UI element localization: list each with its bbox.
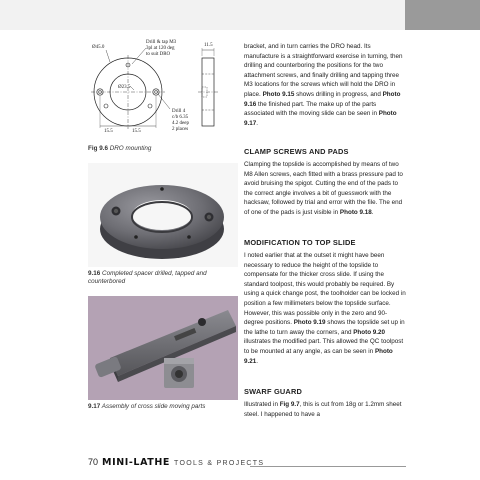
caption-number: Fig 9.6 xyxy=(88,145,108,152)
photo-ref: Photo 9.15 xyxy=(262,90,295,98)
photo-ref: Photo 9.21 xyxy=(244,347,393,365)
caption-text: Assembly of cross slide moving parts xyxy=(100,403,206,410)
photo-9-16 xyxy=(88,163,238,267)
caption-text: Completed spacer drilled, tapped and counterbored xyxy=(88,270,207,285)
section-heading-clamp: CLAMP SCREWS AND PADS xyxy=(244,147,349,156)
photo-9-16-caption xyxy=(88,270,238,286)
photo-ref: Photo 9.18 xyxy=(339,208,372,216)
drill4-note-line-2: c/b 6.35 xyxy=(172,115,189,120)
drill4-note-line-4: 2 places xyxy=(172,127,189,132)
dim-outer-diameter: Ø45.0 xyxy=(92,45,105,50)
body-paragraph-2: Clamping the topslide is accomplished by means of two M8 Allen screws, each fitted with a brass pressure pad to avoid bruising the spigot. Cutting the end of the pads to the correct angle involves a bit of guesswork with the hacksaw, followed by trial and error with the file. The end of one of the pads is just visible in Photo 9.18. xyxy=(244,161,403,216)
dim-left: 15.5 xyxy=(104,129,113,134)
fig-9-6-caption xyxy=(88,145,151,153)
drill4-note-line-1: Drill 4 xyxy=(172,109,186,114)
photo-9-17 xyxy=(88,296,238,400)
photo-ref: Photo 9.20 xyxy=(353,328,386,336)
section-heading-topslide: MODIFICATION TO TOP SLIDE xyxy=(244,238,356,247)
dim-right: 15.5 xyxy=(132,129,141,134)
drill-tap-note-line-2: 3pl at 120 deg xyxy=(146,46,175,51)
caption-number: 9.17 xyxy=(88,403,101,410)
fig-ref: Fig 9.7 xyxy=(279,401,300,408)
page-number: 70 xyxy=(88,457,99,467)
photo-ref: Photo 9.19 xyxy=(293,319,326,327)
caption-text: DRO mounting xyxy=(107,145,152,152)
fig-9-6-drawing xyxy=(88,34,238,140)
page-top-tab xyxy=(405,0,480,30)
page-footer xyxy=(88,457,264,469)
running-title-bold: MINI-LATHE xyxy=(102,457,171,468)
footer-rule xyxy=(250,466,406,467)
photo-9-17-caption xyxy=(88,403,238,411)
body-paragraph-4: Illustrated in Fig 9.7, this is cut from 18g or 1.2mm sheet steel. I happened to have a xyxy=(244,401,402,418)
dim-thickness: 11.5 xyxy=(204,43,213,48)
drill-tap-note-line-1: Drill & tap M3 xyxy=(146,40,177,45)
body-paragraph-1: bracket, and in turn carries the DRO head. Its manufacture is a straightforward exercise in turning, then drilling and counterboring the positions for the two attachment screws, and finally drilling and tapping three M3 locations for the screws which will hold the DRO in place. Photo 9.15 shows drilling in progress, and Photo 9.16 the finished part. The make up of the parts associated with the moving slide can be seen in Photo 9.17. xyxy=(244,43,403,127)
body-paragraph-3: I noted earlier that at the outset it might have been necessary to reduce the height of the topslide to compensate for the thicker cross slide. If using the standard toolpost, this would probably be required. By using a quick change post, the toolholder can be locked in position a few millimeters below the topslide surface. However, this was possible only in the zero and 90-degree positions. Photo 9.19 shows the topslide set up in the lathe to turn away the corners, and Photo 9.20 illustrates the modified part. This allowed the QC toolpost to be mounted at any angle, as can be seen in Photo 9.21. xyxy=(244,252,406,365)
running-title-subtitle: TOOLS & PROJECTS xyxy=(174,460,265,467)
dim-inner-diameter: Ø23.5 xyxy=(118,85,131,90)
photo-ref: Photo 9.16 xyxy=(244,90,401,108)
caption-number: 9.16 xyxy=(88,270,101,277)
section-heading-swarf: SWARF GUARD xyxy=(244,387,303,396)
outer-circle xyxy=(94,58,162,126)
drill-tap-note-line-3: to suit DRO xyxy=(146,52,171,57)
drill4-note-line-3: 4.2 deep xyxy=(172,121,189,126)
photo-ref: Photo 9.17 xyxy=(244,110,397,127)
